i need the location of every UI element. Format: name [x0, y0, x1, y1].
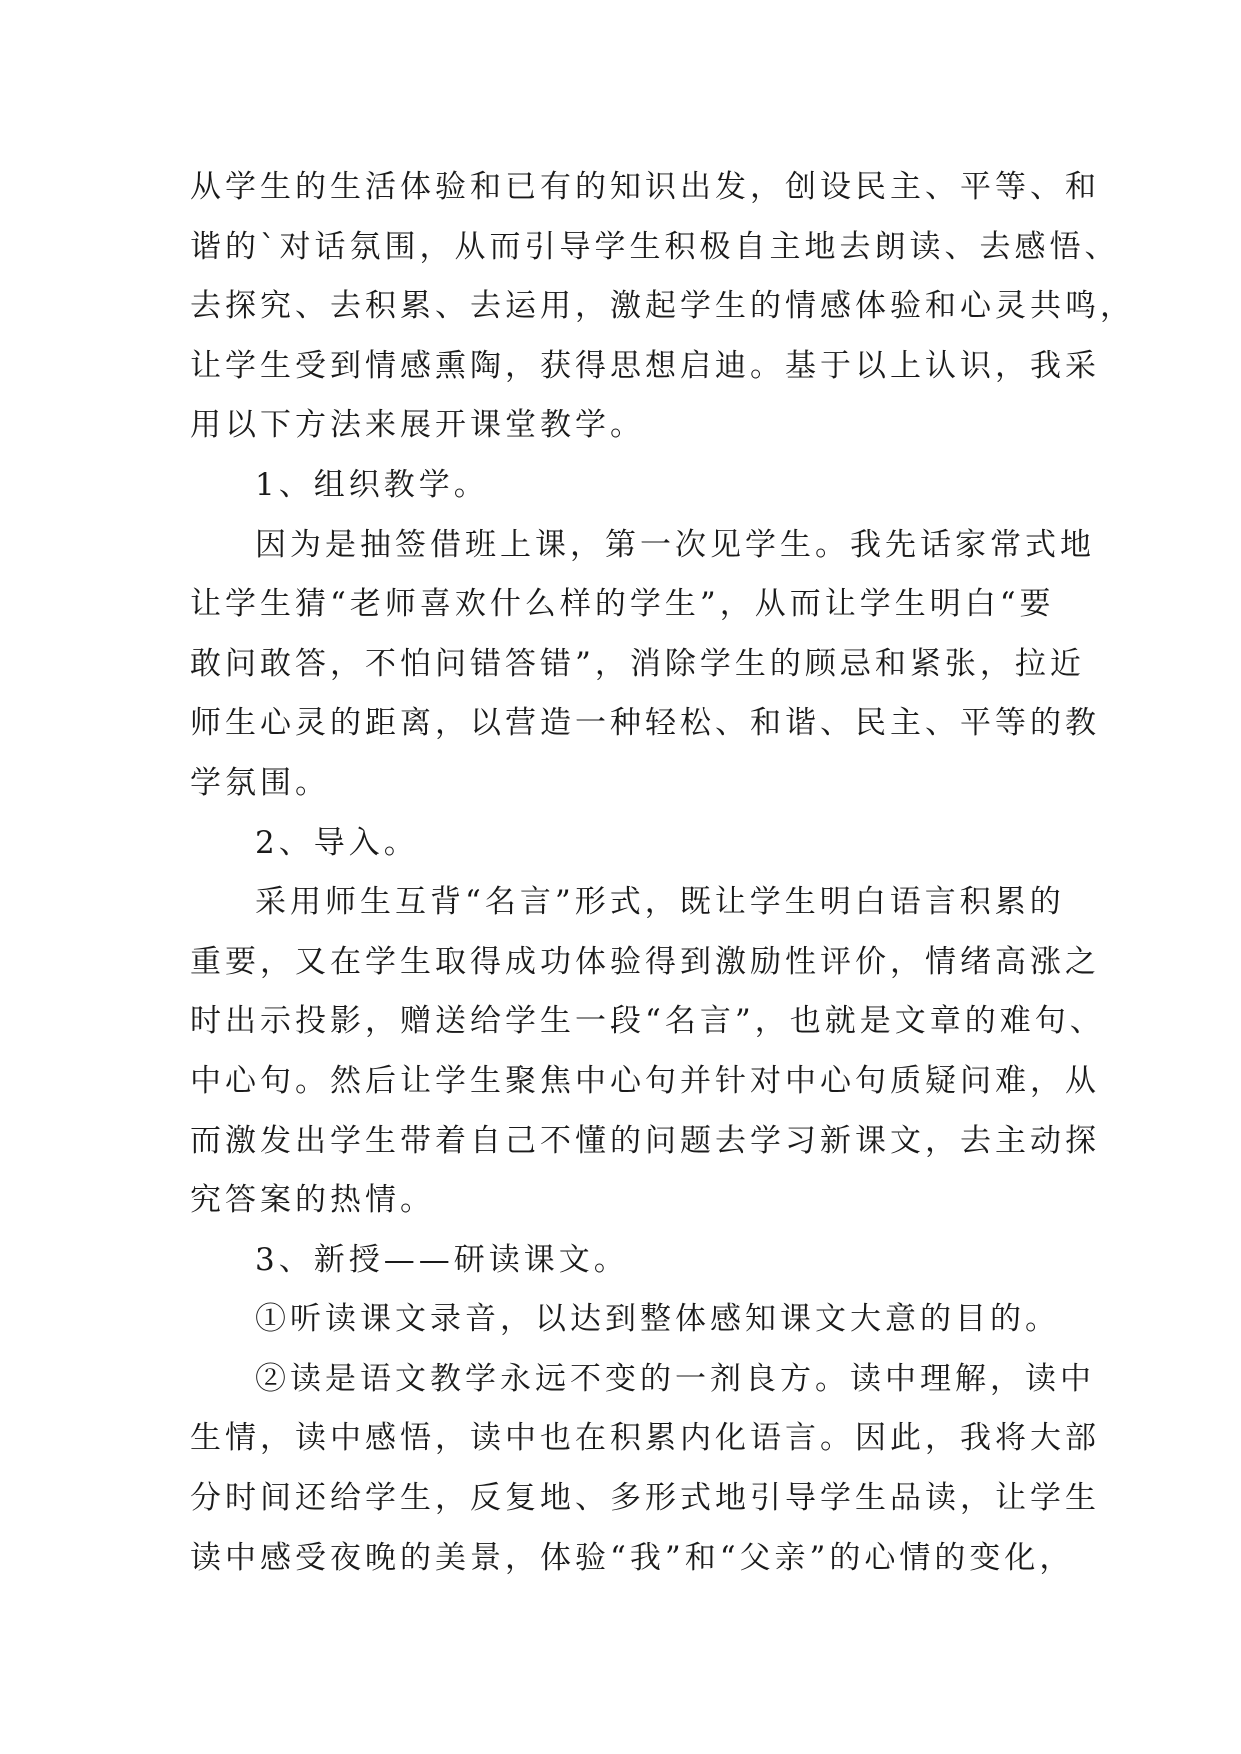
text-line: 而激发出学生带着自己不懂的问题去学习新课文，去主动探: [190, 1122, 1100, 1159]
text-line: 谐的`对话氛围，从而引导学生积极自主地去朗读、去感悟、: [190, 228, 1120, 265]
text-line: 师生心灵的距离，以营造一种轻松、和谐、民主、平等的教: [190, 705, 1100, 742]
text-line: 生情，读中感悟，读中也在积累内化语言。因此，我将大部: [190, 1420, 1100, 1457]
text-line: 敢问敢答，不怕问错答错”，消除学生的顾忌和紧张，拉近: [190, 645, 1085, 682]
text-line: 用以下方法来展开课堂教学。: [190, 407, 645, 444]
text-line: 2、导入。: [255, 824, 419, 861]
text-line: 中心句。然后让学生聚焦中心句并针对中心句质疑问难，从: [190, 1062, 1100, 1099]
text-line: 让学生猜“老师喜欢什么样的学生”，从而让学生明白“要: [190, 586, 1055, 623]
text-line: ①听读课文录音，以达到整体感知课文大意的目的。: [255, 1301, 1060, 1338]
text-line: 因为是抽签借班上课，第一次见学生。我先话家常式地: [255, 526, 1095, 563]
text-line: 1、组织教学。: [255, 466, 489, 503]
text-line: 究答案的热情。: [190, 1182, 435, 1219]
text-line: 重要，又在学生取得成功体验得到激励性评价，情绪高涨之: [190, 943, 1100, 980]
text-line: 时出示投影，赠送给学生一段“名言”，也就是文章的难句、: [190, 1003, 1105, 1040]
text-line: ②读是语文教学永远不变的一剂良方。读中理解，读中: [255, 1360, 1095, 1397]
text-line: 去探究、去积累、去运用，激起学生的情感体验和心灵共鸣，: [190, 288, 1135, 325]
text-line: 学氛围。: [190, 764, 330, 801]
document-body: [190, 158, 1135, 1588]
text-line: 让学生受到情感熏陶，获得思想启迪。基于以上认识，我采: [190, 347, 1100, 384]
text-line: 3、新授——研读课文。: [255, 1241, 629, 1278]
text-line: 采用师生互背“名言”形式，既让学生明白语言积累的: [255, 884, 1065, 921]
text-line: 读中感受夜晚的美景，体验“我”和“父亲”的心情的变化，: [190, 1539, 1075, 1576]
text-line: 从学生的生活体验和已有的知识出发，创设民主、平等、和: [190, 169, 1100, 205]
text-line: 分时间还给学生，反复地、多形式地引导学生品读，让学生: [190, 1480, 1100, 1517]
